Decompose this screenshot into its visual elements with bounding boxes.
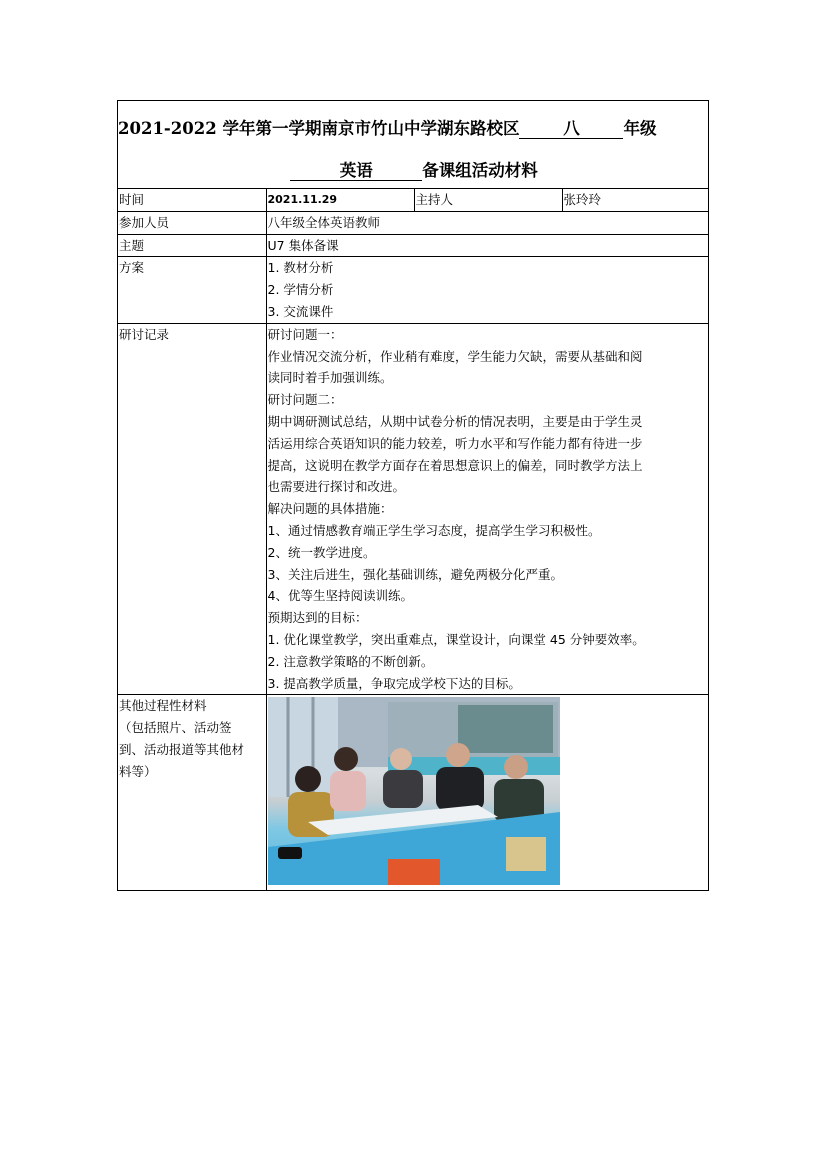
discussion-line: 读同时着手加强训练。 (267, 370, 393, 386)
photo-phone (278, 847, 302, 859)
discussion-line: 3、关注后进生，强化基础训练，避免两极分化严重。 (267, 566, 563, 582)
plan-item: 1. 教材分析 (267, 260, 334, 276)
discussion-line: 3. 提高教学质量，争取完成学校下达的目标。 (267, 675, 521, 691)
time-value: 2021.11.29 (266, 189, 414, 211)
discussion-line: 2. 注意教学策略的不断创新。 (267, 653, 434, 669)
participants-value: 八年级全体英语教师 (266, 211, 708, 234)
title-line-2 (118, 157, 710, 181)
discussion-line: 4、优等生坚持阅读训练。 (267, 588, 413, 604)
activity-form (117, 100, 709, 891)
discussion-line: 研讨问题二： (267, 392, 343, 408)
topic-label: 主题 (118, 234, 266, 257)
plan-value (266, 257, 708, 323)
other-label-line: 料等） (119, 763, 157, 779)
topic-value: U7 集体备课 (266, 234, 708, 257)
title-group-materials: 备课组活动材料 (422, 161, 538, 180)
title-grade-suffix: 年级 (623, 119, 657, 138)
other-label-line: 其他过程性材料 (119, 698, 207, 714)
photo-person-2 (330, 771, 366, 811)
title-grade: 八 (519, 120, 623, 139)
discussion-line: 解决问题的具体措施： (267, 501, 393, 517)
discussion-value (266, 323, 708, 695)
photo-person-3 (383, 770, 423, 808)
photo-person-4 (436, 767, 484, 811)
title-line-1 (118, 115, 710, 139)
discussion-line: 作业情况交流分析，作业稍有难度，学生能力欠缺，需要从基础和阅 (267, 348, 643, 364)
discussion-label: 研讨记录 (118, 323, 266, 695)
row-topic (118, 234, 708, 257)
discussion-line: 期中调研测试总结，从期中试卷分析的情况表明，主要是由于学生灵 (267, 413, 643, 429)
participants-label: 参加人员 (118, 211, 266, 234)
other-materials-label (118, 695, 266, 890)
form-title (118, 101, 708, 189)
row-discussion (118, 323, 708, 695)
row-participants (118, 211, 708, 234)
row-time (118, 189, 708, 211)
plan-label: 方案 (118, 257, 266, 323)
meeting-photo-illustration (268, 697, 560, 885)
discussion-line: 也需要进行探讨和改进。 (267, 479, 406, 495)
title-subject: 英语 (290, 162, 422, 181)
plan-item: 2. 学情分析 (267, 282, 334, 298)
time-label: 时间 (118, 189, 266, 211)
title-school-term: 2021-2022 学年第一学期南京市竹山中学湖东路校区 (118, 119, 520, 138)
host-label: 主持人 (414, 189, 562, 211)
photo-blackboard (458, 705, 553, 753)
form-table (118, 189, 708, 890)
row-plan (118, 257, 708, 323)
activity-photo (268, 697, 560, 885)
row-other-materials (118, 695, 708, 890)
discussion-line: 2、统一教学进度。 (267, 544, 376, 560)
other-label-line: 到、活动报道等其他材 (119, 741, 245, 757)
host-value: 张玲玲 (562, 189, 708, 211)
discussion-line: 预期达到的目标： (267, 610, 368, 626)
photo-stack (506, 837, 546, 871)
plan-item: 3. 交流课件 (267, 303, 334, 319)
discussion-line: 研讨问题一： (267, 326, 343, 342)
discussion-line: 提高，这说明在教学方面存在着思想意识上的偏差，同时教学方法上 (267, 457, 643, 473)
photo-book (388, 859, 440, 885)
discussion-line: 1、通过情感教育端正学生学习态度，提高学生学习积极性。 (267, 522, 601, 538)
discussion-line: 1. 优化课堂教学，突出重难点，课堂设计，向课堂 45 分钟要效率。 (267, 631, 645, 647)
other-label-line: （包括照片、活动签 (119, 720, 232, 736)
other-materials-value (266, 695, 708, 890)
discussion-line: 活运用综合英语知识的能力较差，听力水平和写作能力都有待进一步 (267, 435, 643, 451)
